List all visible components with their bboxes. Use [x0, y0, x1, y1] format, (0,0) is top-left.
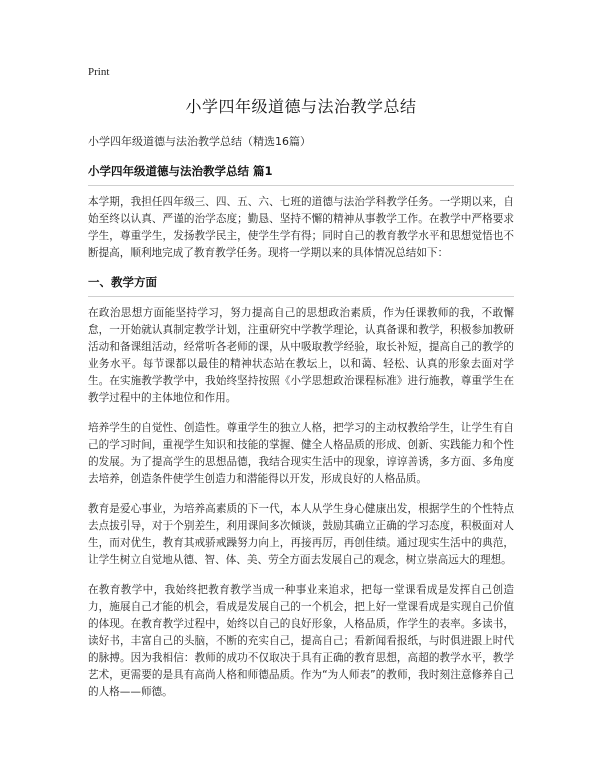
section-heading: 一、教学方面	[88, 275, 157, 289]
document-page	[88, 66, 514, 714]
intro-paragraph: 本学期，我担任四年级三、四、五、六、七班的道德与法治学科教学任务。一学期以来，自始至终以认真、严谨的治学态度；勤恳、坚持不懈的精神从事教学工作。在教学中严格要求学生，尊重学生，发扬教学民主，使学生学有得；同时自己的教育教学水平和思想觉悟也不断提高，顺利地完成了教育教学任务。现将一学期以来的具体情况总结如下：	[88, 196, 514, 259]
document-subtitle: 小学四年级道德与法治教学总结（精选16篇）	[88, 135, 311, 148]
divider	[88, 296, 514, 297]
document-title: 小学四年级道德与法治教学总结	[185, 97, 417, 116]
print-label[interactable]: Print	[88, 66, 110, 78]
body-paragraph: 在教育教学中，我始终把教育教学当成一种事业来追求，把每一堂课看成是发挥自己创造力，施展自己才能的机会，看成是发展自己的一个机会，把上好一堂课看成是实现自己价值的体现。在教育教学过程中，始终以自己的良好形象，人格品质，作学生的表率。多读书，读好书，丰富自己的头脑，不断的充实自己，提高自己；看新闻看报纸，与时俱进跟上时代的脉搏。因为我相信：教师的成功不仅取决于具有正确的教育思想，高超的教学水平，教学艺术，更需要的是具有高尚人格和师德品质。作为“为人师表”的教师，我时刻注意修养自己的人格——师德。	[88, 584, 514, 698]
body-paragraph: 在政治思想方面能坚持学习，努力提高自己的思想政治素质，作为任课教师的我，不敢懈怠，一开始就认真制定教学计划，注重研究中学教学理论，认真备课和教学，积极参加教研活动和备课组活动，经常听各老师的课，从中吸取教学经验，取长补短，提高自己的教学的业务水平。每节课都以最佳的精神状态站在教坛上，以和蔼、轻松、认真的形象去面对学生。在实施教学教学中，我始终坚持按照《小学思想政治课程标准》进行施教，尊重学生在教学过程中的主体地位和作用。	[88, 307, 514, 404]
article-title: 小学四年级道德与法治教学总结 篇1	[88, 164, 273, 178]
body-paragraph: 教育是爱心事业，为培养高素质的下一代，本人从学生身心健康出发，根据学生的个性特点去点拔引导，对于个别差生，利用课间多次倾谈，鼓励其确立正确的学习态度，积极面对人生，而对优生，教育其戒骄戒躁努力向上，再接再厉，再创佳绩。通过现实生活中的典范，让学生树立自觉地从德、智、体、美、劳全方面去发展自己的观念，树立崇高远大的理想。	[88, 503, 514, 566]
body-paragraph: 培养学生的自觉性、创造性。尊重学生的独立人格，把学习的主动权教给学生，让学生有自己的学习时间，重视学生知识和技能的掌握、健全人格品质的形成、创新、实践能力和个性的发展。为了提高学生的思想品德，我结合现实生活中的现象，谆谆善诱，多方面、多角度去培养，创造条件使学生创造力和潜能得以开发，形成良好的人格品质。	[88, 422, 514, 485]
divider	[88, 185, 514, 186]
